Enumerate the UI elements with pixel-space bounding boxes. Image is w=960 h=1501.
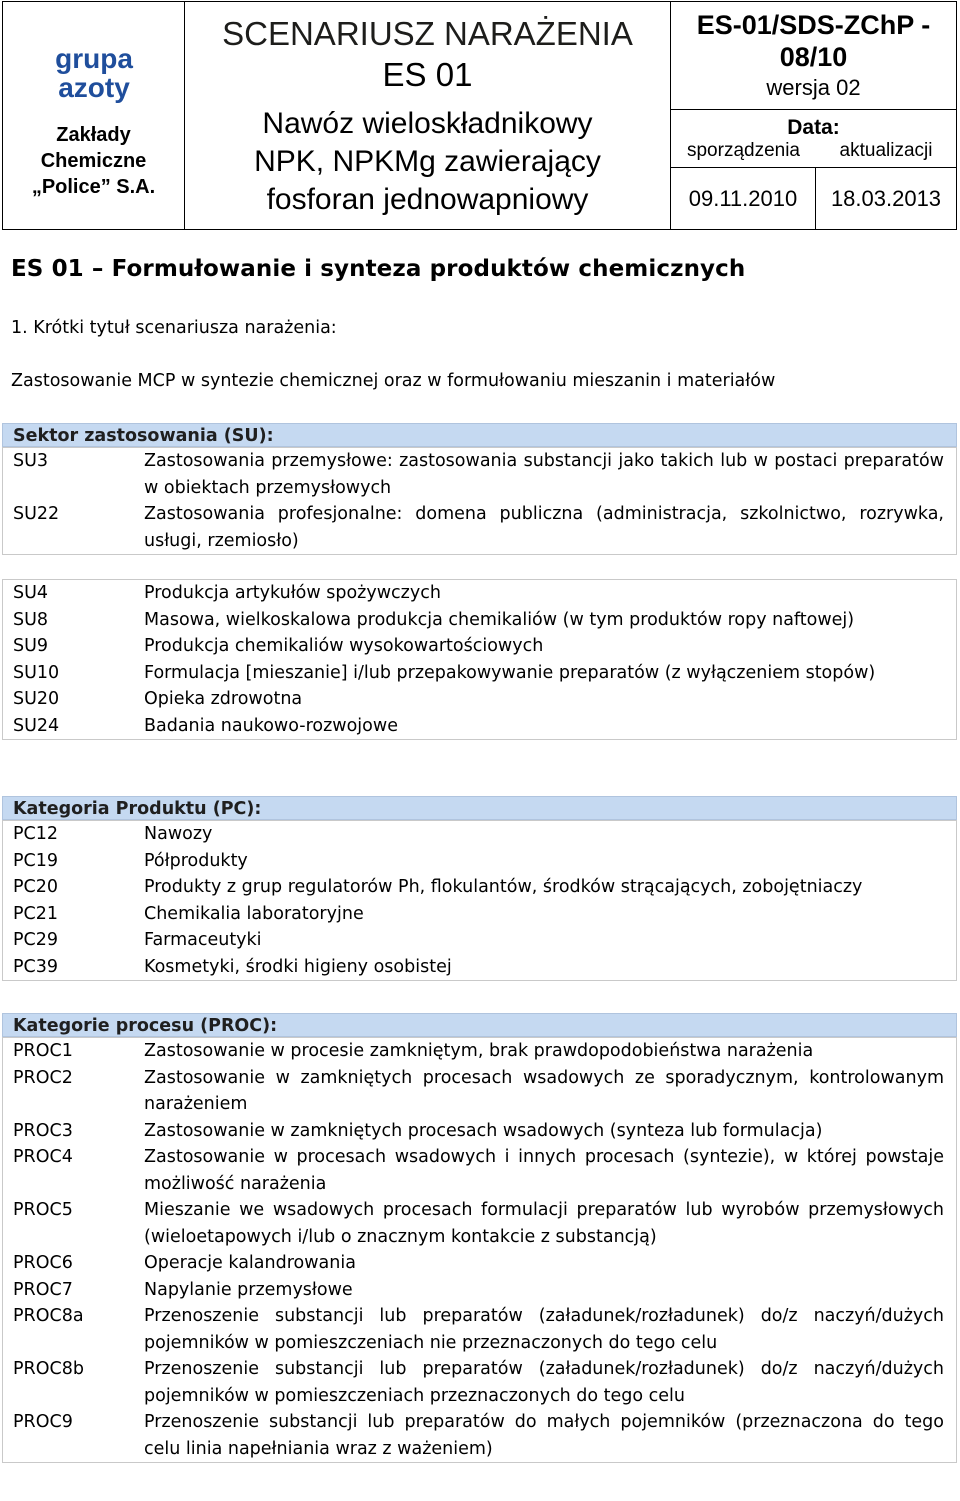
su-main-table bbox=[2, 447, 957, 555]
su-row: SU10 Formulacja [mieszanie] i/lub przepakowywanie preparatów (z wyłączeniem stopów) bbox=[13, 662, 876, 683]
updated-date: 18.03.2013 bbox=[816, 168, 957, 230]
document-header bbox=[2, 1, 957, 230]
company-name-line-2: Chemiczne bbox=[40, 149, 147, 172]
su-other-section bbox=[2, 579, 957, 740]
proc-row: PROC8b Przenoszenie substancji lub preparatów (załadunek/rozładunek) do/z naczyń/dużych pojemników w pomieszczeniach przeznaczonych do tego celu bbox=[13, 1359, 944, 1406]
su-row: SU22 Zastosowania profesjonalne: domena publiczna (administracja, szkolnictwo, rozrywka, usługi, rzemiosło) bbox=[13, 504, 944, 551]
product-line-3: fosforan jednowapniowy bbox=[266, 182, 589, 216]
company-name-line-3: „Police” S.A. bbox=[31, 175, 156, 198]
pc-section bbox=[2, 796, 957, 981]
prepared-label: sporządzenia bbox=[686, 139, 801, 161]
pc-row: PC19 Półprodukty bbox=[13, 850, 248, 871]
prepared-date: 09.11.2010 bbox=[671, 168, 816, 230]
proc-row: PROC5 Mieszanie we wsadowych procesach formulacji preparatów lub wyrobów przemysłowych (wieloetapowych i/lub o znacznym kontakcie z substancją) bbox=[13, 1200, 944, 1247]
proc-row: PROC7 Napylanie przemysłowe bbox=[13, 1279, 353, 1300]
proc-section bbox=[2, 1013, 957, 1463]
proc-row: PROC4 Zastosowanie w procesach wsadowych i innych procesach (syntezie), w której powstaje możliwość narażenia bbox=[13, 1147, 944, 1194]
short-title-label: 1. Krótki tytuł scenariusza narażenia: bbox=[11, 318, 337, 338]
proc-table bbox=[2, 1037, 957, 1463]
svg-text:grupa: grupa bbox=[54, 42, 133, 74]
doc-id-line-1: ES-01/SDS-ZChP - bbox=[696, 9, 931, 40]
su-row: SU9 Produkcja chemikaliów wysokowartościowych bbox=[13, 636, 544, 656]
product-line-1: Nawóz wieloskładnikowy bbox=[262, 106, 593, 140]
su-row: SU24 Badania naukowo-rozwojowe bbox=[13, 715, 398, 736]
pc-section-label: Kategoria Produktu (PC): bbox=[2, 796, 957, 820]
short-title-value: Zastosowanie MCP w syntezie chemicznej oraz w formułowaniu mieszanin i materiałów bbox=[11, 371, 776, 391]
dates-label-cell bbox=[671, 110, 957, 168]
scenario-cell bbox=[185, 2, 671, 230]
company-logo bbox=[3, 42, 184, 104]
pc-row: PC39 Kosmetyki, środki higieny osobistej bbox=[13, 956, 452, 977]
company-cell bbox=[3, 2, 185, 230]
proc-row: PROC3 Zastosowanie w zamkniętych procesach wsadowych (synteza lub formulacja) bbox=[13, 1120, 823, 1141]
pc-row: PC29 Farmaceutyki bbox=[13, 930, 262, 950]
pc-table bbox=[2, 820, 957, 981]
scenario-title: SCENARIUSZ NARAŻENIA bbox=[222, 14, 633, 52]
proc-section-label: Kategorie procesu (PROC): bbox=[2, 1013, 957, 1037]
su-section bbox=[2, 423, 957, 555]
proc-row: PROC2 Zastosowanie w zamkniętych procesach wsadowych ze sporadycznym, kontrolowanym narażeniem bbox=[13, 1067, 944, 1114]
pc-row: PC21 Chemikalia laboratoryjne bbox=[13, 903, 364, 924]
pc-row: PC20 Produkty z grup regulatorów Ph, flokulantów, środków strącających, zobojętniaczy bbox=[13, 877, 863, 897]
proc-row: PROC1 Zastosowanie w procesie zamkniętym, brak prawdopodobieństwa narażenia bbox=[13, 1041, 814, 1061]
exposure-scenario-title: ES 01 – Formułowanie i synteza produktów chemicznych bbox=[11, 256, 746, 282]
pc-row: PC12 Nawozy bbox=[13, 824, 213, 844]
doc-id-line-2: 08/10 bbox=[779, 41, 848, 72]
proc-row: PROC8a Przenoszenie substancji lub preparatów (załadunek/rozładunek) do/z naczyń/dużych pojemników w pomieszczeniach nie przeznaczonych do tego celu bbox=[13, 1306, 944, 1353]
su-row: SU3 Zastosowania przemysłowe: zastosowania substancji jako takich lub w postaci preparatów w obiektach przemysłowych bbox=[13, 451, 944, 498]
doc-version: wersja 02 bbox=[766, 74, 861, 100]
updated-label: aktualizacji bbox=[839, 139, 933, 161]
su-row: SU8 Masowa, wielkoskalowa produkcja chemikaliów (w tym produktów ropy naftowej) bbox=[13, 609, 855, 630]
su-row: SU20 Opieka zdrowotna bbox=[13, 689, 303, 709]
svg-text:azoty: azoty bbox=[57, 71, 130, 103]
proc-row: PROC6 Operacje kalandrowania bbox=[13, 1253, 356, 1273]
company-name-line-1: Zakłady bbox=[56, 123, 131, 146]
su-other-table bbox=[2, 579, 957, 740]
date-label: Data: bbox=[787, 115, 840, 139]
su-section-label: Sektor zastosowania (SU): bbox=[2, 423, 957, 447]
su-row: SU4 Produkcja artykułów spożywczych bbox=[13, 583, 441, 603]
proc-row: PROC9 Przenoszenie substancji lub preparatów do małych pojemników (przeznaczona do tego celu linia napełniania wraz z ważeniem) bbox=[13, 1412, 944, 1459]
scenario-code: ES 01 bbox=[382, 55, 473, 93]
doc-id-cell bbox=[671, 2, 957, 110]
product-line-2: NPK, NPKMg zawierający bbox=[254, 144, 601, 178]
